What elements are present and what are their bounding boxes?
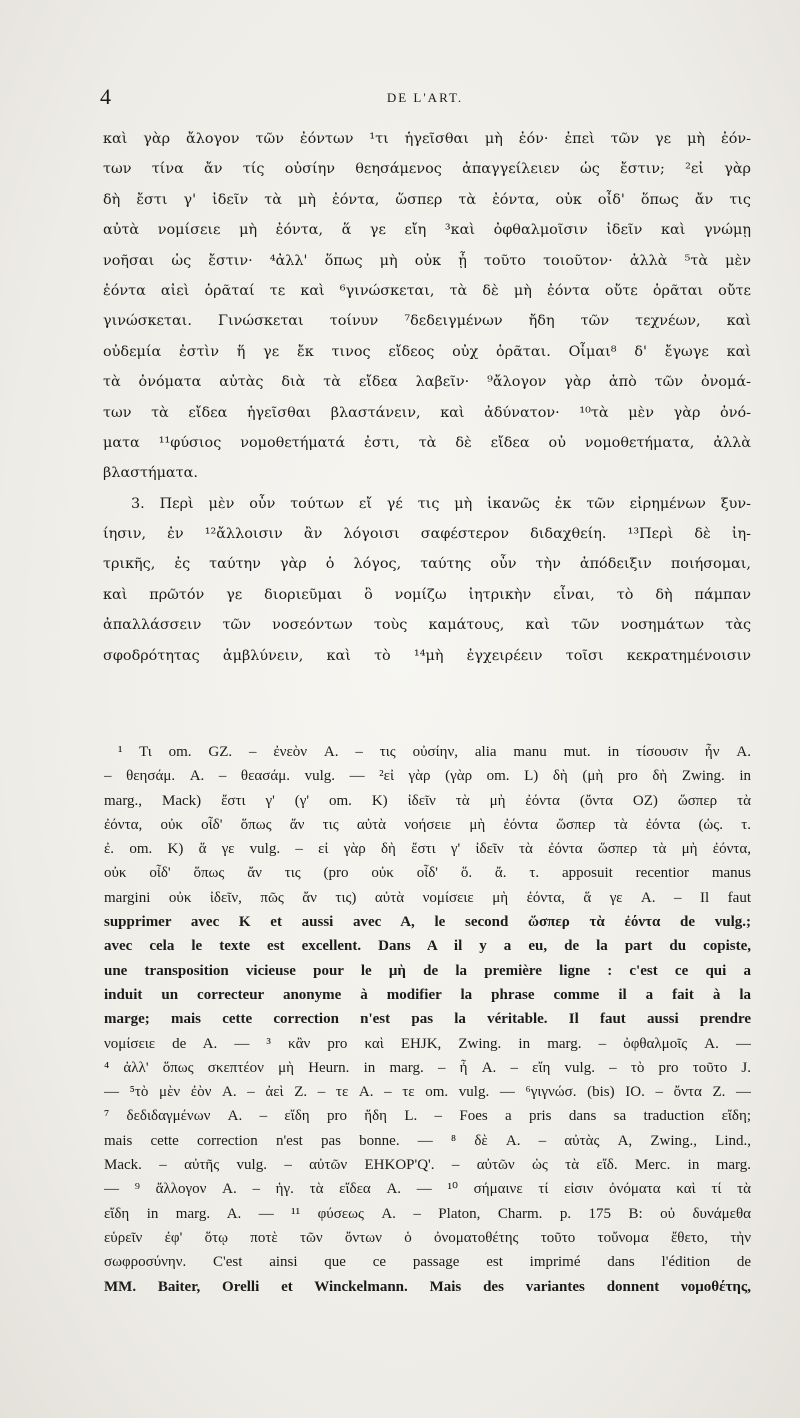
- footnote-line: εἴδη in marg. A. — ¹¹ φύσεως A. – Platon, Charm. p. 175 B: οὐ δυνάμεθα: [104, 1205, 751, 1222]
- footnote-line: MM. Baiter, Orelli et Winckelmann. Mais des variantes donnent νομοθέτης,: [104, 1278, 751, 1295]
- text-line: ἀπαλλάσσειν τῶν νοσεόντων τοὺς καμάτους, καὶ τῶν νοσημάτων τὰς: [103, 617, 751, 634]
- text-line: τὰ ὀνόματα αὐτὰς διὰ τὰ εἴδεα λαβεῖν· ⁹ἄλογον γὰρ ἀπὸ τῶν ὀνομά-: [103, 374, 751, 391]
- footnote-line: — ⁹ ἄλλογον A. – ἡγ. τὰ εἴδεα A. — ¹⁰ σήμαινε τί εἰσιν ὀνόματα καὶ τί τὰ: [104, 1181, 751, 1198]
- footnote-line: ⁷ δεδιδαγμένων A. – εἴδη pro ἤδη L. – Foes a pris dans sa traduction εἴδη;: [104, 1108, 751, 1125]
- text-line: καὶ πρῶτόν γε διοριεῦμαι ὃ νομίζω ἰητρικὴν εἶναι, τὸ δὴ πάμπαν: [103, 586, 751, 603]
- text-line: γινώσκεται. Γινώσκεται τοίνυν ⁷δεδειγμένων ἤδη τῶν τεχνέων, καὶ: [103, 313, 751, 330]
- text-line: βλαστήματα.: [103, 465, 198, 482]
- text-line: νοῆσαι ὡς ἔστιν· ⁴ἀλλ' ὅπως μὴ οὐκ ᾖ τοῦτο τοιοῦτον· ἀλλὰ ⁵τὰ μὲν: [103, 252, 751, 269]
- footnotes: [104, 740, 751, 1299]
- footnote-line: οὐκ οἶδ' ὅπως ἄν τις (pro οὐκ οἶδ' ὅ. ἄ. τ. apposuit recentior manus: [104, 865, 751, 882]
- footnote-line: mais cette correction n'est pas bonne. — ⁸ δὲ A. – αὐτὰς A, Zwing., Lind.,: [104, 1132, 751, 1149]
- footnote-line: Mack. – αὐτῆς vulg. – αὐτῶν EHKOP'Q'. – αὐτῶν ὡς τὰ εἴδ. Merc. in marg.: [104, 1157, 751, 1174]
- text-line: ίησιν, ἐν ¹²ἄλλοισιν ἂν λόγοισι σαφέστερον διδαχθείη. ¹³Περὶ δὲ ἰη-: [103, 526, 751, 543]
- footnote-line: — ⁵τὸ μὲν ἐὸν A. – ἀεὶ Z. – τε A. – τε om. vulg. — ⁶γιγνώσ. (bis) IO. – ὄντα Z. —: [104, 1084, 751, 1101]
- footnote-line: νομίσειε de A. — ³ κἂν pro καὶ EHJK, Zwing. in marg. – ὀφθαλμοῖς A. —: [104, 1035, 751, 1052]
- text-line: των τὰ εἴδεα ἡγεῖσθαι βλαστάνειν, καὶ ἀδύνατον· ¹⁰τὰ μὲν γὰρ ὀνό-: [103, 404, 751, 421]
- text-line: δὴ ἔστι γ' ἰδεῖν τὰ μὴ ἐόντα, ὥσπερ τὰ ἐόντα, οὐκ οἶδ' ὅπως ἄν τις: [103, 191, 751, 208]
- page-number: 4: [100, 84, 111, 109]
- footnote-line: avec cela le texte est excellent. Dans A il y a eu, de la part du copiste,: [104, 938, 751, 955]
- footnote-line: σωφροσύνην. C'est ainsi que ce passage est imprimé dans l'édition de: [104, 1254, 751, 1271]
- footnote-line: supprimer avec K et aussi avec A, le second ὥσπερ τὰ ἐόντα de vulg.;: [104, 914, 751, 931]
- footnote-line: induit un correcteur anonyme à modifier la phrase comme il a fait à la: [104, 986, 751, 1003]
- footnote-line: une transposition vicieuse pour le μὴ de la première ligne : c'est ce qui a: [104, 962, 751, 979]
- text-line: τρικῆς, ἐς ταύτην γὰρ ὁ λόγος, ταύτης οὖν τὴν ἀπόδειξιν ποιήσομαι,: [103, 556, 751, 573]
- footnote-line: ⁴ ἀλλ' ὅπως σκεπτέον μὴ Heurn. in marg. – ἦ A. – εἴη vulg. – τὸ pro τοῦτο J.: [104, 1059, 751, 1076]
- footnote-line: ¹ Τι om. GZ. – ἐνεὸν A. – τις οὐσίην, alia manu mut. in τίσουσιν ἦν A.: [118, 744, 751, 760]
- text-line: οὐδεμία ἐστὶν ἥ γε ἔκ τινος εἴδεος οὐχ ὁρᾶται. Οἶμαι⁸ δ' ἔγωγε καὶ: [103, 343, 751, 360]
- footnote-line: marge; mais cette correction n'est pas la véritable. Il faut aussi prendre: [104, 1011, 751, 1028]
- page-header: [100, 84, 750, 114]
- footnote-line: marg., Mack) ἔστι γ' (γ' om. K) ἰδεῖν τὰ μὴ ἐόντα (ὄντα OZ) ὥσπερ τὰ: [104, 792, 751, 809]
- main-text: [103, 124, 751, 671]
- text-line: καὶ γὰρ ἄλογον τῶν ἐόντων ¹τι ἡγεῖσθαι μὴ ἐόν· ἐπεὶ τῶν γε μὴ ἐόν-: [103, 131, 751, 147]
- footnote-line: – θεησάμ. A. – θεασάμ. vulg. — ²εἰ γὰρ (γὰρ om. L) δὴ (μὴ pro δὴ Zwing. in: [104, 768, 751, 785]
- footnote-line: ἐ. om. K) ἅ γε vulg. – εἰ γὰρ δὴ ἔστι γ' ἰδεῖν τὰ ἐόντα ὥσπερ τὰ μὴ ἐόντα,: [104, 841, 751, 858]
- section-3-start: 3. Περὶ μὲν οὖν τούτων εἴ γέ τις μὴ ἱκανῶς ἐκ τῶν εἰρημένων ξυν-: [131, 495, 751, 512]
- footnote-line: εὑρεῖν ἐφ' ὅτῳ ποτὲ τῶν ὄντων ὁ ὀνοματοθέτης τοῦτο τοὔνομα ἔθετο, τὴν: [104, 1229, 751, 1246]
- text-line: ἐόντα αἰεὶ ὁρᾶταί τε καὶ ⁶γινώσκεται, τὰ δὲ μὴ ἐόντα οὔτε ὁρᾶται οὔτε: [103, 282, 751, 299]
- text-line: σφοδρότητας ἀμβλύνειν, καὶ τὸ ¹⁴μὴ ἐγχειρέειν τοῖσι κεκρατημένοισιν: [103, 647, 751, 664]
- text-line: των τίνα ἄν τίς οὐσίην θεησάμενος ἀπαγγείλειεν ὡς ἔστιν; ²εἰ γὰρ: [103, 161, 751, 178]
- text-line: αὐτὰ νομίσειε μὴ ἐόντα, ἅ γε εἴη ³καὶ ὀφθαλμοῖσιν ἰδεῖν καὶ γνώμῃ: [103, 222, 751, 239]
- footnote-line: ἐόντα, οὐκ οἶδ' ὅπως ἄν τις αὐτὰ νοήσειε μὴ ἐόντα ὥσπερ τὰ ἐόντα (ὡς. τ.: [104, 816, 751, 833]
- text-line: ματα ¹¹φύσιος νομοθετήματά ἐστι, τὰ δὲ εἴδεα οὐ νομοθετήματα, ἀλλὰ: [103, 434, 751, 451]
- running-title: DE L'ART.: [386, 90, 464, 105]
- footnote-line: margini οὐκ ἰδεῖν, πῶς ἄν τις) αὐτὰ νομίσειε μὴ ἐόντα, ἅ γε A. – Il faut: [104, 889, 751, 906]
